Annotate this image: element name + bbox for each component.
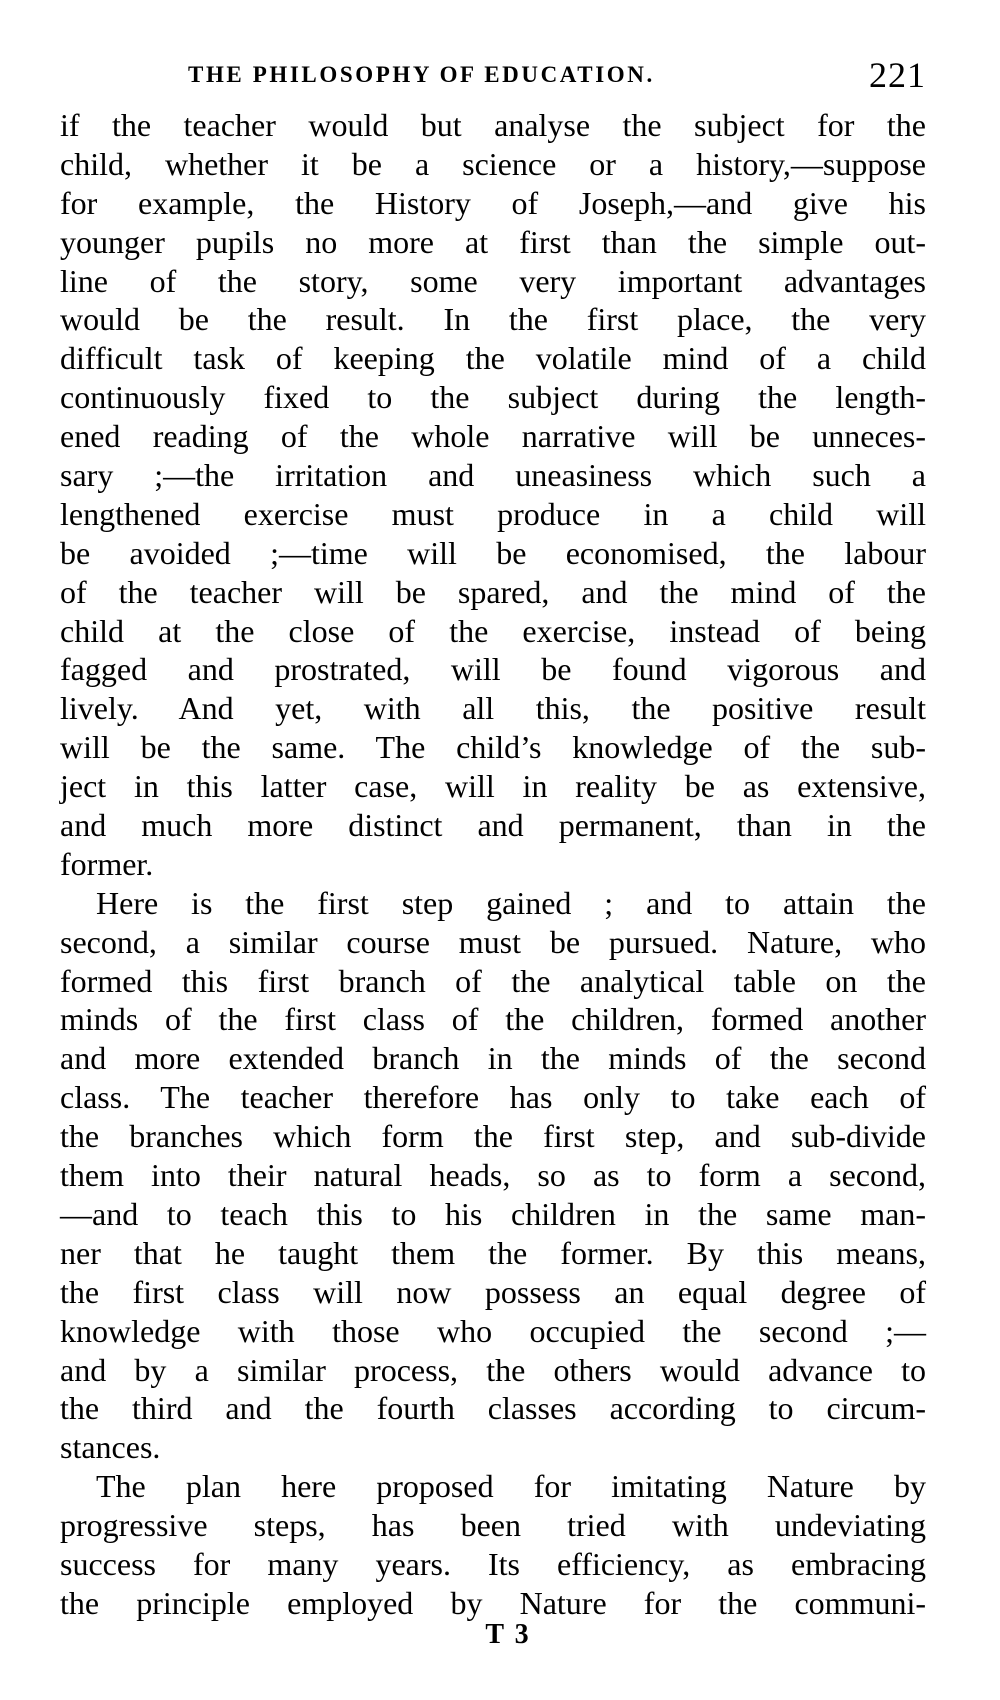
text-line: of the teacher will be spared, and the mind of the bbox=[60, 573, 926, 610]
text-line: the principle employed by Nature for the communi- bbox=[60, 1584, 926, 1621]
text-line: the branches which form the first step, and sub-divide bbox=[60, 1118, 926, 1155]
running-head bbox=[60, 50, 926, 106]
text-line: be avoided ;—time will be economised, the labour bbox=[60, 534, 926, 571]
text-line: continuously fixed to the subject during the length- bbox=[60, 379, 926, 416]
paragraph-3 bbox=[60, 1467, 926, 1623]
text-line: and more extended branch in the minds of the second bbox=[60, 1040, 926, 1077]
text-line: if the teacher would but analyse the subject for the bbox=[60, 107, 926, 143]
text-line: younger pupils no more at first than the simple out- bbox=[60, 223, 926, 260]
text-line: and much more distinct and permanent, than in the bbox=[60, 807, 926, 844]
text-line: former. bbox=[60, 845, 154, 882]
text-line: fagged and prostrated, will be found vigorous and bbox=[60, 651, 926, 688]
text-line: child, whether it be a science or a history,—suppose bbox=[60, 145, 926, 182]
text-line: minds of the first class of the children, formed another bbox=[60, 1001, 926, 1038]
text-line: the first class will now possess an equal degree of bbox=[60, 1273, 926, 1310]
text-line: progressive steps, has been tried with undeviating bbox=[60, 1507, 926, 1544]
text-line: lengthened exercise must produce in a child will bbox=[60, 495, 926, 532]
text-line: —and to teach this to his children in the same man- bbox=[60, 1195, 926, 1232]
text-line: success for many years. Its efficiency, as embracing bbox=[60, 1545, 926, 1582]
text-line: difficult task of keeping the volatile mind of a child bbox=[60, 340, 926, 377]
text-line: and by a similar process, the others would advance to bbox=[60, 1351, 926, 1388]
text-line: ject in this latter case, will in reality be as extensive, bbox=[60, 768, 926, 805]
book-page bbox=[60, 50, 926, 1651]
text-line: will be the same. The child’s knowledge of the sub- bbox=[60, 729, 926, 766]
text-line: the third and the fourth classes according to circum- bbox=[60, 1390, 926, 1427]
text-line: sary ;—the irritation and uneasiness which such a bbox=[60, 457, 926, 494]
running-title: THE PHILOSOPHY OF EDUCATION. bbox=[188, 62, 655, 87]
signature-mark: T 3 bbox=[485, 1618, 531, 1650]
text-line: them into their natural heads, so as to form a second, bbox=[60, 1157, 926, 1194]
text-line: knowledge with those who occupied the second ;— bbox=[60, 1312, 926, 1349]
text-line: ner that he taught them the former. By this means, bbox=[60, 1234, 926, 1271]
text-line: Here is the first step gained ; and to attain the bbox=[96, 884, 926, 921]
text-line: for example, the History of Joseph,—and give his bbox=[60, 184, 926, 221]
paragraph-2 bbox=[60, 884, 926, 1467]
text-line: stances. bbox=[60, 1429, 161, 1466]
text-line: ened reading of the whole narrative will be unneces- bbox=[60, 418, 926, 455]
page-number: 221 bbox=[869, 55, 926, 95]
text-line: class. The teacher therefore has only to take each of bbox=[60, 1079, 926, 1116]
paragraph-1 bbox=[60, 106, 926, 884]
text-line: formed this first branch of the analytical table on the bbox=[60, 962, 926, 999]
text-line: The plan here proposed for imitating Nature by bbox=[96, 1468, 926, 1505]
text-line: second, a similar course must be pursued. Nature, who bbox=[60, 923, 926, 960]
text-line: would be the result. In the first place, the very bbox=[60, 301, 926, 338]
text-line: line of the story, some very important advantages bbox=[60, 262, 926, 299]
text-line: lively. And yet, with all this, the positive result bbox=[60, 690, 926, 727]
text-line: child at the close of the exercise, instead of being bbox=[60, 612, 926, 649]
